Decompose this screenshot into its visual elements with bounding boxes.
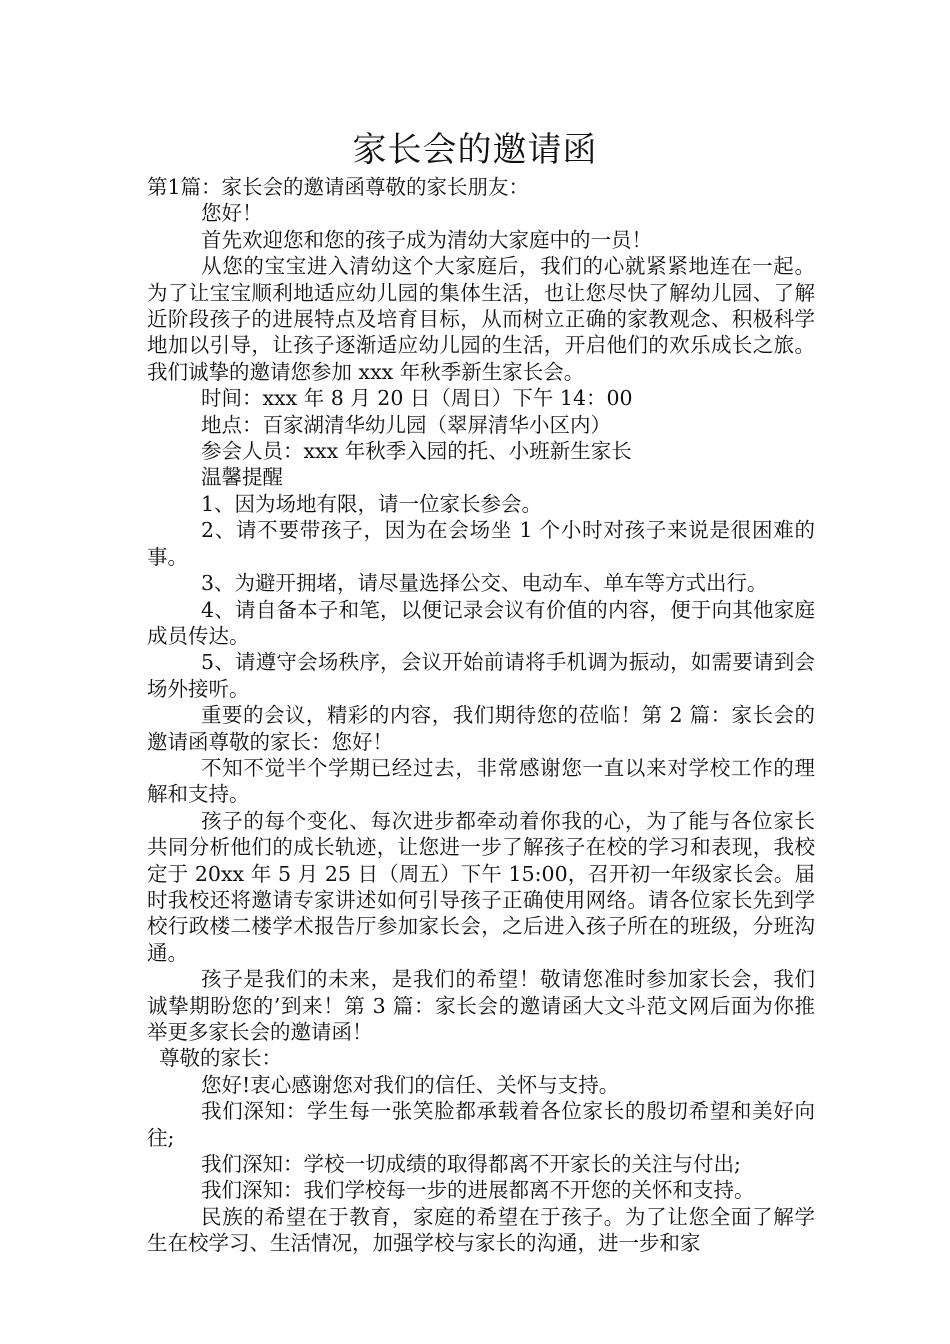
paragraph: 尊敬的家长：: [159, 1046, 282, 1071]
paragraph: 4、请自备本子和笔，以便记录会议有价值的内容，便于向其他家庭成员传达。: [147, 597, 815, 648]
paragraph: 不知不觉半个学期已经过去，非常感谢您一直以来对学校工作的理解和支持。: [147, 755, 815, 807]
paragraph: 地点：百家湖清华幼儿园（翠屏清华小区内）: [201, 412, 611, 437]
paragraph: 孩子是我们的未来，是我们的希望！敬请您准时参加家长会，我们诚挚期盼您的’到来！第 3 篇：家长会的邀请函大文斗范文网后面为你推举更多家长会的邀请函！: [147, 967, 815, 1044]
paragraph: 温馨提醒: [201, 465, 283, 490]
document-body: [147, 174, 815, 1257]
paragraph: 第1篇：家长会的邀请函尊敬的家长朋友：: [147, 175, 530, 199]
paragraph: 首先欢迎您和您的孩子成为清幼大家庭中的一员！: [201, 227, 652, 252]
paragraph: 2、请不要带孩子，因为在会场坐 1 个小时对孩子来说是很困难的事。: [147, 518, 815, 569]
paragraph: 孩子的每个变化、每次进步都牵动着你我的心，为了能与各位家长共同分析他们的成长轨迹，让您进一步了解孩子在校的学习和表现，我校定于 20xx 年 5 月 25 日（周五）下午 15:00，召开初一年级家长会。届时我校还将邀请专家讲述如何引导孩子正确使用网络。请各位家长先到学校行政楼二楼学术报告厅参加家长会，之后进入孩子所在的班级，分班沟通。: [147, 808, 815, 965]
document-title: 家长会的邀请函: [352, 130, 598, 170]
paragraph: 我们深知：我们学校每一步的进展都离不开您的关怀和支持。: [201, 1178, 755, 1203]
paragraph: 1、因为场地有限，请一位家长参会。: [201, 491, 543, 516]
paragraph: 我们深知：学生每一张笑脸都承载着各位家长的殷切希望和美好向往;: [147, 1099, 815, 1150]
paragraph: 时间：xxx 年 8 月 20 日（周日）下午 14：00: [201, 386, 633, 411]
paragraph: 您好!衷心感谢您对我们的信任、关怀与支持。: [201, 1072, 620, 1097]
paragraph: 从您的宝宝进入清幼这个大家庭后，我们的心就紧紧地连在一起。为了让宝宝顺利地适应幼儿园的集体生活，也让您尽快了解幼儿园、了解近阶段孩子的进展特点及培育目标，从而树立正确的家教观念、积极科学地加以引导，让孩子逐渐适应幼儿园的生活，开启他们的欢乐成长之旅。我们诚挚的邀请您参加 xxx 年秋季新生家长会。: [147, 254, 815, 384]
paragraph: 重要的会议，精彩的内容，我们期待您的莅临！第 2 篇：家长会的邀请函尊敬的家长：您好！: [147, 703, 815, 754]
paragraph: 我们深知：学校一切成绩的取得都离不开家长的关注与付出;: [201, 1152, 741, 1177]
paragraph: 民族的希望在于教育，家庭的希望在于孩子。为了让您全面了解学生在校学习、生活情况，加强学校与家长的沟通，进一步和家: [147, 1204, 815, 1256]
paragraph: 5、请遵守会场秩序，会议开始前请将手机调为振动，如需要请到会场外接听。: [147, 650, 815, 701]
paragraph: 3、为避开拥堵，请尽量选择公交、电动车、单车等方式出行。: [201, 571, 768, 596]
paragraph: 您好！: [201, 201, 263, 226]
paragraph: 参会人员：xxx 年秋季入园的托、小班新生家长: [201, 439, 632, 464]
